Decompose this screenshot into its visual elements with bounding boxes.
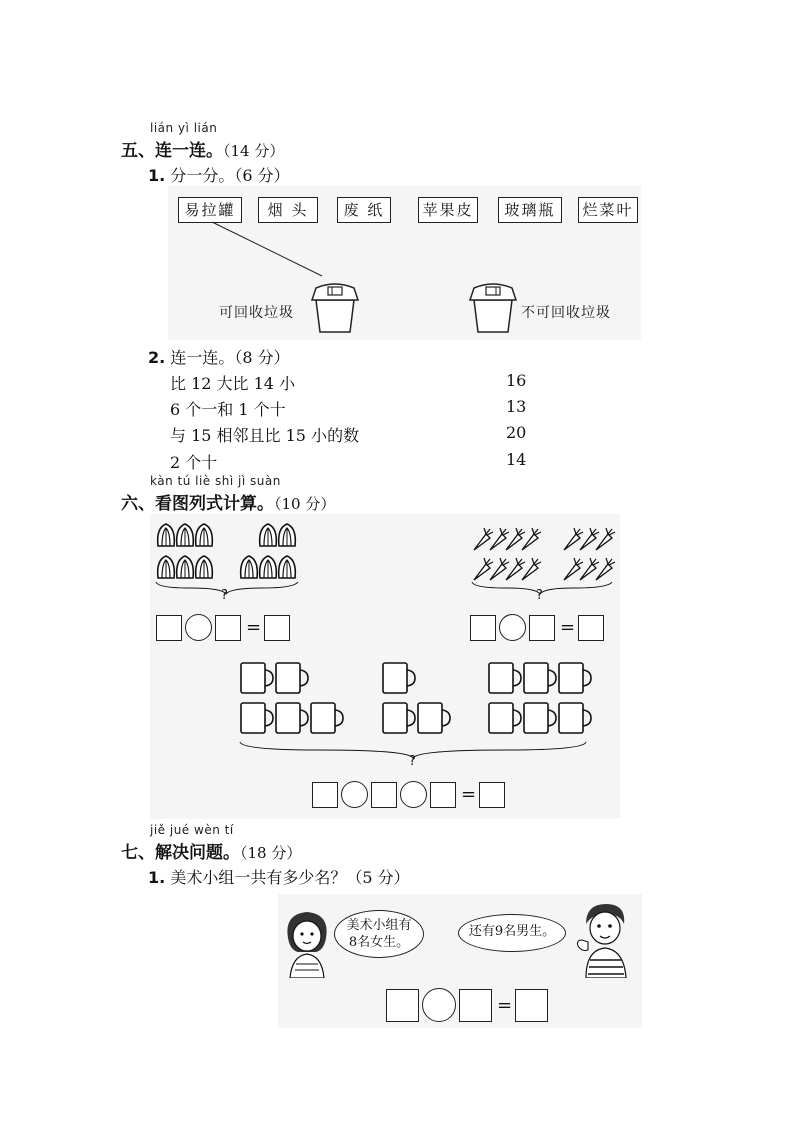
speech-bubble-girl [334, 910, 424, 958]
match-left-item[interactable]: 6 个一和 1 个十 [170, 400, 286, 419]
match-right-item[interactable]: 20 [506, 423, 527, 442]
equation-art-group [386, 988, 551, 1022]
answer-box[interactable] [264, 615, 290, 641]
cup-icon [383, 703, 450, 733]
operator-circle[interactable] [400, 781, 427, 808]
section7-title [121, 838, 301, 863]
answer-box[interactable] [156, 615, 182, 641]
cup-icon [489, 703, 591, 733]
section7-pinyin: jiě jué wèn tí [150, 823, 234, 837]
sorting-panel [168, 186, 641, 340]
girl-icon [280, 908, 334, 978]
answer-box[interactable] [386, 989, 419, 1022]
part-number: 1. [148, 166, 166, 185]
section5-title-text: 五、连一连。 [121, 141, 223, 161]
section7-part1-heading [148, 865, 410, 888]
counting-illustrations [150, 514, 620, 819]
equation-cups [312, 781, 508, 808]
cup-icon [489, 663, 591, 693]
word-card-apple-peel[interactable]: 苹果皮 [418, 197, 478, 223]
part-title: 连一连。（8 分） [170, 348, 290, 367]
word-card-glass-bottle[interactable]: 玻璃瓶 [498, 197, 562, 223]
cabbage-icon [158, 524, 213, 546]
equals-sign: = [246, 617, 262, 638]
section7-title-text: 七、解决问题。 [121, 843, 240, 863]
operator-circle[interactable] [341, 781, 368, 808]
word-card-cans[interactable]: 易拉罐 [178, 197, 242, 223]
part-title: 分一分。（6 分） [170, 166, 290, 185]
non-recyclable-bin-icon[interactable] [466, 278, 520, 334]
problem-panel [278, 894, 642, 1028]
recyclable-bin-icon[interactable] [308, 278, 362, 334]
question-mark: ? [536, 588, 543, 603]
section6-points: （10 分） [274, 495, 336, 513]
section5-part2-heading [148, 345, 290, 368]
equation-carrots [470, 614, 607, 641]
match-right-item[interactable]: 16 [506, 371, 527, 390]
part-number: 2. [148, 348, 166, 367]
match-right-item[interactable]: 14 [506, 450, 527, 469]
answer-box[interactable] [470, 615, 496, 641]
boy-icon [574, 900, 636, 978]
cabbage-icon [158, 556, 213, 578]
equals-sign: = [560, 617, 576, 638]
operator-circle[interactable] [422, 988, 456, 1022]
equation-cabbages [156, 614, 293, 641]
section5-pinyin: lián yì lián [150, 121, 218, 135]
word-card-cigarette[interactable]: 烟 头 [258, 197, 318, 223]
section5-points: （14 分） [223, 142, 285, 160]
operator-circle[interactable] [499, 614, 526, 641]
operator-circle[interactable] [185, 614, 212, 641]
section7-points: （18 分） [240, 844, 302, 862]
section6-title [121, 489, 335, 514]
match-left-item[interactable]: 比 12 大比 14 小 [170, 374, 296, 393]
cabbage-icon [260, 524, 296, 546]
match-right-item[interactable]: 13 [506, 397, 527, 416]
cup-icon [241, 703, 343, 733]
answer-box[interactable] [529, 615, 555, 641]
section5-title [121, 136, 284, 161]
word-card-paper[interactable]: 废 纸 [337, 197, 391, 223]
answer-box[interactable] [371, 782, 397, 808]
section6-title-text: 六、看图列式计算。 [121, 494, 274, 514]
answer-box[interactable] [459, 989, 492, 1022]
answer-box[interactable] [430, 782, 456, 808]
question-mark: ? [221, 588, 228, 603]
section5-part1-heading [148, 163, 290, 186]
match-left-item[interactable]: 与 15 相邻且比 15 小的数 [170, 426, 360, 445]
question-mark: ? [409, 754, 416, 769]
bubble-girl-line2: 8名女生。 [348, 935, 410, 950]
carrot-icon [564, 528, 615, 550]
bin-label-non-recyclable: 不可回收垃圾 [521, 305, 611, 321]
bin-label-recyclable: 可回收垃圾 [219, 305, 294, 321]
section6-pinyin: kàn tú liè shì jì suàn [150, 474, 281, 488]
cup-icon [241, 663, 308, 693]
part-number: 1. [148, 868, 166, 887]
carrot-icon [474, 528, 541, 550]
answer-box[interactable] [312, 782, 338, 808]
picture-calc-panel [150, 514, 620, 819]
answer-box[interactable] [515, 989, 548, 1022]
part-title: 美术小组一共有多少名？（5 分） [170, 868, 410, 887]
answer-box[interactable] [578, 615, 604, 641]
carrot-icon [564, 558, 615, 580]
equals-sign: = [497, 994, 513, 1016]
answer-box[interactable] [215, 615, 241, 641]
cup-icon [383, 663, 415, 693]
cabbage-icon [241, 556, 296, 578]
answer-box[interactable] [479, 782, 505, 808]
speech-bubble-boy: 还有9名男生。 [458, 914, 566, 952]
word-card-rotten-leaves[interactable]: 烂菜叶 [578, 197, 638, 223]
match-left-item[interactable]: 2 个十 [170, 453, 218, 472]
carrot-icon [474, 558, 541, 580]
equals-sign: = [461, 784, 477, 805]
bubble-girl-line1: 美术小组有 [346, 918, 412, 933]
